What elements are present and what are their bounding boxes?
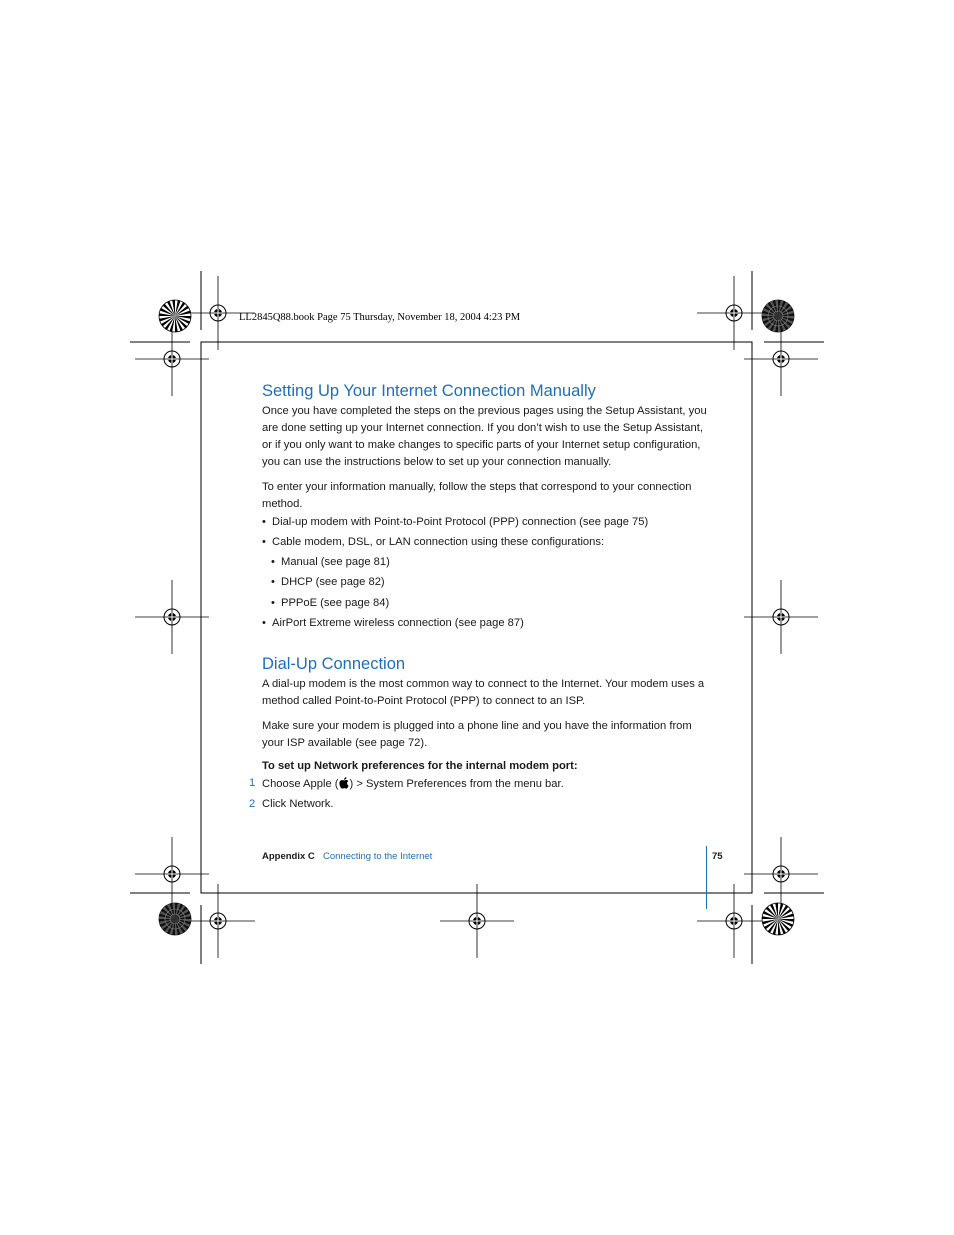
step-text: Choose Apple ( ) > System Preferences from the menu bar. xyxy=(262,778,564,790)
list-item: • Cable modem, DSL, or LAN connection using these configurations: xyxy=(262,536,605,548)
task-heading: To set up Network preferences for the internal modem port: xyxy=(262,760,578,772)
sub-list-item: • Manual (see page 81) xyxy=(271,556,390,568)
step-number: 2 xyxy=(249,798,256,810)
apple-icon xyxy=(339,777,350,789)
step-number: 1 xyxy=(249,777,256,789)
dialup-paragraph: A dial-up modem is the most common way to connect to the Internet. Your modem uses a method called Point-to-Point Protocol (PPP) to connect to an ISP. xyxy=(262,678,705,707)
list-item: • AirPort Extreme wireless connection (see page 87) xyxy=(262,617,524,629)
intro-paragraph: Once you have completed the steps on the previous pages using the Setup Assistant, you are done setting up your Internet connection. If you don’t wish to use the Setup Assistant, or if you only want to make changes to specific parts of your Internet setup configuration, you can use the instructions below to set up your connection manually. xyxy=(262,405,707,468)
star-target xyxy=(762,903,794,935)
list-item: • Dial-up modem with Point-to-Point Protocol (PPP) connection (see page 75) xyxy=(262,516,649,528)
registration-target xyxy=(697,884,771,958)
registration-target xyxy=(697,276,771,350)
section-heading-dial-up: Dial-Up Connection xyxy=(262,655,406,673)
slug-line: LL2845Q88.book Page 75 Thursday, November 18, 2004 4:23 PM xyxy=(239,312,521,323)
star-target xyxy=(762,300,794,332)
method-paragraph: To enter your information manually, follow the steps that correspond to your connection method. xyxy=(262,481,692,510)
sub-list-item: • PPPoE (see page 84) xyxy=(271,597,390,609)
section-heading-manual-setup: Setting Up Your Internet Connection Manually xyxy=(262,382,596,400)
step-text: Click Network. xyxy=(262,798,334,810)
registration-target xyxy=(135,837,209,911)
registration-target xyxy=(181,884,255,958)
registration-target xyxy=(744,580,818,654)
star-target xyxy=(159,300,191,332)
isp-paragraph: Make sure your modem is plugged into a phone line and you have the information from your ISP available (see page 72). xyxy=(262,720,692,749)
registration-target xyxy=(440,884,514,958)
registration-target xyxy=(135,322,209,396)
sub-list-item: • DHCP (see page 82) xyxy=(271,576,385,588)
registration-target xyxy=(744,322,818,396)
registration-target xyxy=(744,837,818,911)
footer-appendix: Appendix C xyxy=(262,851,315,862)
footer-rule xyxy=(706,846,707,909)
footer-chapter: Connecting to the Internet xyxy=(323,851,433,862)
star-target xyxy=(159,903,191,935)
page-number: 75 xyxy=(712,851,723,862)
registration-target xyxy=(135,580,209,654)
